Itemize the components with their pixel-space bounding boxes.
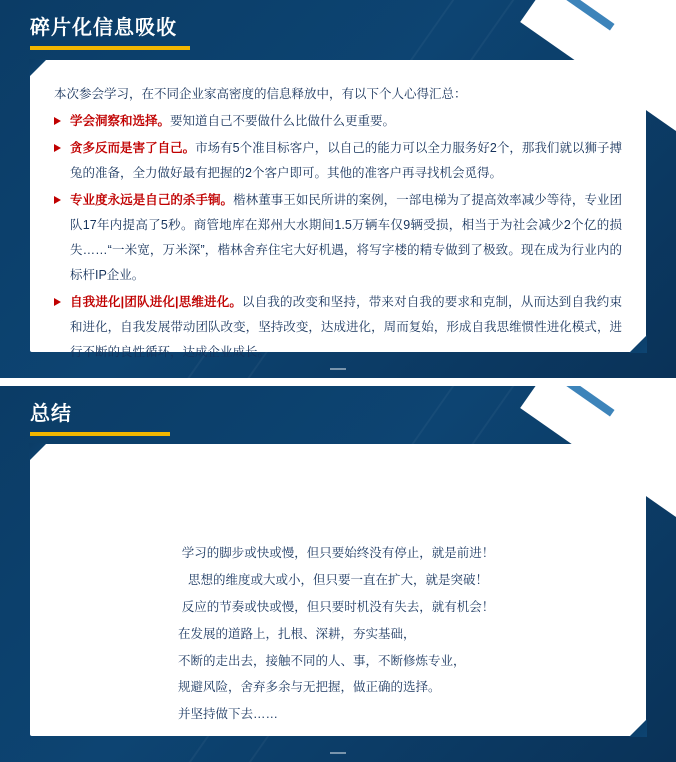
- list-item-text: 市场有5个准目标客户，以自己的能力可以全力服务好2个，那我们就以狮子搏兔的准备，全力做好最有把握的2个客户即可。其他的准客户再寻找机会觅得。: [70, 141, 622, 180]
- content-card: [30, 60, 646, 359]
- slide-summary: [0, 386, 676, 762]
- list-item-text: 楷林董事王如民所讲的案例，一部电梯为了提高效率减少等待，专业团队17年内提高了5秒。商管地库在郑州大水期间1.5万辆车仅9辆受损，相当于为社会减少2个亿的损失……“一米宽，万米深”，楷林舍弃住宅大好机遇，将写字楼的精专做到了极致。现在成为行业内的标杆IP企业。: [70, 193, 622, 282]
- slide-footer-mark: [330, 752, 346, 754]
- summary-line: 在发展的道路上，扎根、深耕，夯实基础，: [178, 626, 416, 641]
- card-corner-top-left: [29, 59, 47, 77]
- title-underline: [30, 432, 170, 436]
- summary-line: 思想的维度或大或小，但只要一直在扩大，就是突破！: [187, 572, 488, 587]
- summary-line: 学习的脚步或快或慢，但只要始终没有停止，就是前进！: [181, 546, 495, 560]
- summary-line: 规避风险，舍弃多余与无把握，做正确的选择。: [178, 680, 441, 695]
- arrow-bullet-icon: [54, 144, 61, 152]
- page-title: 总结: [30, 403, 72, 425]
- bullet-list: [54, 109, 622, 365]
- list-item-highlight: 自我进化|团队进化|思维进化。: [70, 295, 243, 309]
- slide-footer-mark: [330, 368, 346, 370]
- list-item: [54, 109, 622, 134]
- summary-line: 反应的节奏或快或慢，但只要时机没有失去，就有机会！: [181, 599, 495, 614]
- list-item-highlight: 学会洞察和选择。: [70, 114, 171, 128]
- summary-line: 并坚持做下去……: [178, 707, 279, 722]
- slide-title-block: [30, 16, 190, 50]
- list-item-highlight: 专业度永远是自己的杀手锏。: [70, 193, 234, 207]
- slide-separator: [0, 378, 676, 386]
- page-title: 碎片化信息吸收: [30, 17, 177, 39]
- card-corner-top-left: [29, 443, 47, 461]
- slide-title-block: [30, 402, 170, 436]
- content-card: [30, 444, 646, 736]
- list-item-text: 要知道自己不要做什么比做什么更重要。: [170, 114, 396, 128]
- card-corner-bottom-right: [629, 335, 647, 353]
- title-underline: [30, 46, 190, 50]
- list-item: [54, 188, 622, 288]
- summary-line: 不断的走出去，接触不同的人、事，不断修炼专业，: [178, 653, 466, 668]
- list-item: [54, 136, 622, 186]
- list-item: [54, 290, 622, 365]
- slide-body: [54, 82, 622, 367]
- slide-fragmented-information: [0, 0, 676, 378]
- arrow-bullet-icon: [54, 117, 61, 125]
- arrow-bullet-icon: [54, 298, 61, 306]
- lead-paragraph: 本次参会学习，在不同企业家高密度的信息释放中，有以下个人心得汇总：: [54, 87, 467, 101]
- arrow-bullet-icon: [54, 196, 61, 204]
- summary-text-block: [30, 540, 646, 728]
- list-item-highlight: 贪多反而是害了自己。: [70, 141, 196, 155]
- list-item-text: 以自我的改变和坚持，带来对自我的要求和克制，从而达到自我约束和进化，自我发展带动团队改变，坚持改变，达成进化，周而复始，形成自我思维惯性进化模式，进行不断的良性循环，达成企业成长。: [70, 295, 622, 359]
